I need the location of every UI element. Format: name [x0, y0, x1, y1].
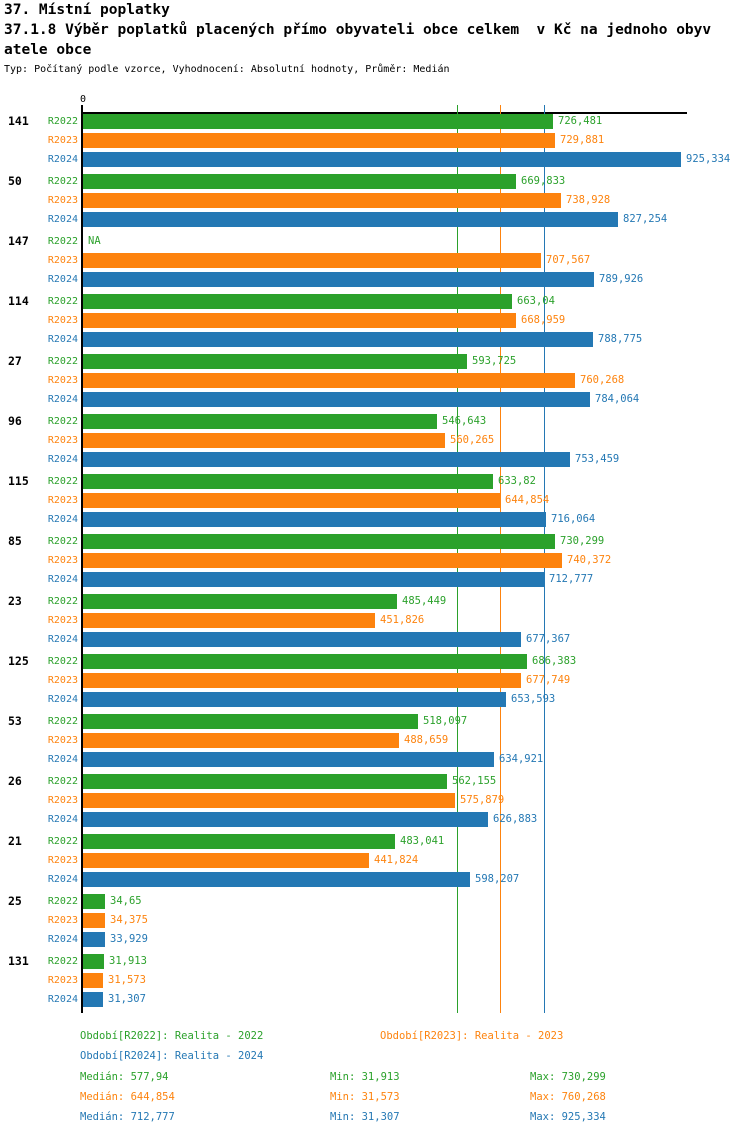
bar-value-label: 31,307 [108, 993, 146, 1005]
bar-r2022 [83, 534, 555, 549]
bar-row [0, 474, 750, 489]
chart-title-line1: 37.1.8 Výběr poplatků placených přímo obyvateli obce celkem v Kč na jednoho obyv [4, 22, 712, 38]
bar-r2023 [83, 253, 541, 268]
bar-value-label: 451,826 [380, 614, 425, 626]
series-label-r2024: R2024 [47, 214, 78, 225]
bar-value-label: 677,749 [526, 674, 571, 686]
group-category-label: 23 [8, 594, 22, 608]
series-label-r2024: R2024 [47, 514, 78, 525]
bar-row [0, 572, 750, 587]
series-label-r2022: R2022 [47, 176, 78, 187]
bar-row [0, 493, 750, 508]
bar-r2024 [83, 332, 593, 347]
series-label-r2023: R2023 [47, 435, 78, 446]
bar-r2023 [83, 673, 521, 688]
stat-min-r2023: Min: 31,573 [330, 1091, 400, 1103]
bar-value-label: 753,459 [575, 453, 620, 465]
stat-max-r2022: Max: 730,299 [530, 1071, 606, 1083]
bar-r2024 [83, 632, 521, 647]
series-label-r2022: R2022 [47, 296, 78, 307]
bar-value-label: 788,775 [598, 333, 643, 345]
series-label-r2023: R2023 [47, 135, 78, 146]
bar-r2022 [83, 894, 105, 909]
bar-row [0, 613, 750, 628]
stat-min-r2024: Min: 31,307 [330, 1111, 400, 1123]
bar-r2022 [83, 774, 447, 789]
series-label-r2022: R2022 [47, 716, 78, 727]
series-label-r2023: R2023 [47, 975, 78, 986]
bar-value-label: 669,833 [521, 175, 566, 187]
bar-row [0, 553, 750, 568]
bar-group [0, 354, 750, 414]
bar-value-label: 686,383 [532, 655, 577, 667]
group-category-label: 141 [8, 114, 29, 128]
series-label-r2024: R2024 [47, 334, 78, 345]
bar-r2024 [83, 392, 590, 407]
series-label-r2022: R2022 [47, 356, 78, 367]
bar-value-label: 598,207 [475, 873, 520, 885]
bar-group [0, 174, 750, 234]
bar-r2024 [83, 992, 103, 1007]
bar-row [0, 793, 750, 808]
bar-row [0, 752, 750, 767]
series-label-r2022: R2022 [47, 116, 78, 127]
bar-group [0, 234, 750, 294]
bar-row [0, 692, 750, 707]
legend-item-r2024: Období[R2024]: Realita - 2024 [80, 1050, 264, 1062]
bar-value-label: 925,334 [686, 153, 731, 165]
bar-value-label: 593,725 [472, 355, 517, 367]
bar-row [0, 354, 750, 369]
bar-row [0, 392, 750, 407]
bar-value-label: 633,82 [498, 475, 536, 487]
bar-row [0, 133, 750, 148]
group-category-label: 50 [8, 174, 22, 188]
bar-value-label: NA [88, 235, 101, 247]
series-label-r2023: R2023 [47, 915, 78, 926]
bar-row [0, 152, 750, 167]
bar-r2022 [83, 954, 104, 969]
bar-r2022 [83, 714, 418, 729]
series-label-r2023: R2023 [47, 555, 78, 566]
series-label-r2022: R2022 [47, 776, 78, 787]
bar-row [0, 774, 750, 789]
bar-row [0, 534, 750, 549]
chart-title-line2: atele obce [4, 42, 92, 58]
series-label-r2022: R2022 [47, 836, 78, 847]
bar-r2023 [83, 613, 375, 628]
series-label-r2024: R2024 [47, 574, 78, 585]
bar-row [0, 313, 750, 328]
bar-row [0, 272, 750, 287]
bar-r2024 [83, 272, 594, 287]
bar-group [0, 294, 750, 354]
series-label-r2022: R2022 [47, 236, 78, 247]
bar-row [0, 114, 750, 129]
series-label-r2023: R2023 [47, 315, 78, 326]
bar-value-label: 784,064 [595, 393, 640, 405]
series-label-r2024: R2024 [47, 994, 78, 1005]
group-category-label: 85 [8, 534, 22, 548]
bar-value-label: 738,928 [566, 194, 611, 206]
bar-value-label: 653,593 [511, 693, 556, 705]
bar-value-label: 729,881 [560, 134, 605, 146]
series-label-r2024: R2024 [47, 814, 78, 825]
bar-r2022 [83, 354, 467, 369]
group-category-label: 96 [8, 414, 22, 428]
bar-group [0, 534, 750, 594]
stat-median-r2022: Medián: 577,94 [80, 1071, 169, 1083]
bar-row [0, 212, 750, 227]
series-label-r2023: R2023 [47, 675, 78, 686]
series-label-r2022: R2022 [47, 656, 78, 667]
bar-value-label: 34,375 [110, 914, 148, 926]
bar-value-label: 712,777 [549, 573, 594, 585]
bar-value-label: 760,268 [580, 374, 625, 386]
bar-value-label: 716,064 [551, 513, 596, 525]
bar-r2024 [83, 572, 544, 587]
group-category-label: 125 [8, 654, 29, 668]
bar-value-label: 488,659 [404, 734, 449, 746]
bar-r2023 [83, 853, 369, 868]
legend-item-r2023: Období[R2023]: Realita - 2023 [380, 1030, 564, 1042]
bar-r2024 [83, 872, 470, 887]
group-category-label: 25 [8, 894, 22, 908]
bar-r2024 [83, 152, 681, 167]
series-label-r2024: R2024 [47, 394, 78, 405]
series-label-r2024: R2024 [47, 754, 78, 765]
legend-item-r2022: Období[R2022]: Realita - 2022 [80, 1030, 264, 1042]
bar-row [0, 414, 750, 429]
bar-r2023 [83, 313, 516, 328]
bar-r2023 [83, 193, 561, 208]
bar-value-label: 740,372 [567, 554, 612, 566]
bar-value-label: 33,929 [110, 933, 148, 945]
bar-row [0, 632, 750, 647]
stat-min-r2022: Min: 31,913 [330, 1071, 400, 1083]
bar-r2022 [83, 114, 553, 129]
bar-value-label: 726,481 [558, 115, 603, 127]
bar-value-label: 634,921 [499, 753, 544, 765]
bar-row [0, 174, 750, 189]
bar-value-label: 562,155 [452, 775, 497, 787]
series-label-r2023: R2023 [47, 615, 78, 626]
bar-value-label: 31,573 [108, 974, 146, 986]
bar-r2022 [83, 174, 516, 189]
bar-row [0, 373, 750, 388]
bar-value-label: 441,824 [374, 854, 419, 866]
bar-r2022 [83, 594, 397, 609]
bar-group [0, 594, 750, 654]
series-label-r2024: R2024 [47, 634, 78, 645]
bar-r2022 [83, 294, 512, 309]
bar-value-label: 677,367 [526, 633, 571, 645]
bar-value-label: 485,449 [402, 595, 447, 607]
bar-row [0, 872, 750, 887]
bar-row [0, 812, 750, 827]
bar-group [0, 474, 750, 534]
bar-group [0, 774, 750, 834]
bar-value-label: 34,65 [110, 895, 142, 907]
bar-r2023 [83, 133, 555, 148]
bar-r2022 [83, 654, 527, 669]
bar-row [0, 332, 750, 347]
series-label-r2023: R2023 [47, 795, 78, 806]
bar-group [0, 714, 750, 774]
stat-median-r2023: Medián: 644,854 [80, 1091, 175, 1103]
series-label-r2024: R2024 [47, 454, 78, 465]
bar-value-label: 518,097 [423, 715, 468, 727]
bar-r2023 [83, 733, 399, 748]
bar-row [0, 673, 750, 688]
bar-row [0, 433, 750, 448]
x-axis-origin-label: 0 [79, 94, 87, 105]
series-label-r2022: R2022 [47, 416, 78, 427]
series-label-r2023: R2023 [47, 375, 78, 386]
bar-row [0, 714, 750, 729]
bar-r2023 [83, 553, 562, 568]
bar-value-label: 789,926 [599, 273, 644, 285]
bar-value-label: 730,299 [560, 535, 605, 547]
stat-median-r2024: Medián: 712,777 [80, 1111, 175, 1123]
bar-group [0, 834, 750, 894]
bar-r2022 [83, 834, 395, 849]
bar-r2022 [83, 474, 493, 489]
stat-max-r2024: Max: 925,334 [530, 1111, 606, 1123]
series-label-r2022: R2022 [47, 536, 78, 547]
group-category-label: 21 [8, 834, 22, 848]
bar-group [0, 114, 750, 174]
bar-row [0, 894, 750, 909]
bar-r2024 [83, 752, 494, 767]
series-label-r2023: R2023 [47, 195, 78, 206]
series-label-r2024: R2024 [47, 694, 78, 705]
bar-value-label: 827,254 [623, 213, 668, 225]
bar-r2023 [83, 793, 455, 808]
bar-value-label: 626,883 [493, 813, 538, 825]
bar-row [0, 733, 750, 748]
bar-row [0, 594, 750, 609]
bar-value-label: 575,879 [460, 794, 505, 806]
bar-r2024 [83, 452, 570, 467]
bar-row [0, 512, 750, 527]
bar-value-label: 560,265 [450, 434, 495, 446]
series-label-r2022: R2022 [47, 596, 78, 607]
group-category-label: 147 [8, 234, 29, 248]
bar-group [0, 414, 750, 474]
series-label-r2023: R2023 [47, 255, 78, 266]
group-category-label: 115 [8, 474, 29, 488]
bar-r2024 [83, 512, 546, 527]
chart-meta-info: Typ: Počítaný podle vzorce, Vyhodnocení: Absolutní hodnoty, Průměr: Medián [4, 64, 450, 75]
series-label-r2023: R2023 [47, 495, 78, 506]
series-label-r2023: R2023 [47, 735, 78, 746]
bar-r2023 [83, 913, 105, 928]
series-label-r2024: R2024 [47, 874, 78, 885]
bar-r2024 [83, 212, 618, 227]
bar-value-label: 668,959 [521, 314, 566, 326]
series-label-r2023: R2023 [47, 855, 78, 866]
bar-r2024 [83, 692, 506, 707]
bar-value-label: 546,643 [442, 415, 487, 427]
bar-r2024 [83, 812, 488, 827]
series-label-r2022: R2022 [47, 956, 78, 967]
bar-row [0, 294, 750, 309]
bar-row [0, 973, 750, 988]
bar-group [0, 654, 750, 714]
series-label-r2022: R2022 [47, 476, 78, 487]
series-label-r2022: R2022 [47, 896, 78, 907]
bar-r2023 [83, 973, 103, 988]
bar-r2023 [83, 493, 500, 508]
bar-row [0, 954, 750, 969]
bar-row [0, 992, 750, 1007]
bar-value-label: 483,041 [400, 835, 445, 847]
bar-value-label: 707,567 [546, 254, 591, 266]
report-section-title: 37. Místní poplatky [4, 2, 170, 18]
bar-value-label: 663,04 [517, 295, 555, 307]
bar-row [0, 654, 750, 669]
group-category-label: 26 [8, 774, 22, 788]
bar-r2023 [83, 433, 445, 448]
bar-row [0, 452, 750, 467]
bar-row [0, 853, 750, 868]
bar-group [0, 954, 750, 1014]
bar-row [0, 932, 750, 947]
bar-row [0, 234, 750, 249]
group-category-label: 114 [8, 294, 29, 308]
bar-row [0, 834, 750, 849]
series-label-r2024: R2024 [47, 274, 78, 285]
group-category-label: 53 [8, 714, 22, 728]
bar-row [0, 913, 750, 928]
bar-r2023 [83, 373, 575, 388]
stat-max-r2023: Max: 760,268 [530, 1091, 606, 1103]
bar-r2024 [83, 932, 105, 947]
series-label-r2024: R2024 [47, 934, 78, 945]
bar-value-label: 31,913 [109, 955, 147, 967]
bar-group [0, 894, 750, 954]
bar-row [0, 253, 750, 268]
group-category-label: 27 [8, 354, 22, 368]
bar-value-label: 644,854 [505, 494, 550, 506]
bar-row [0, 193, 750, 208]
group-category-label: 131 [8, 954, 29, 968]
series-label-r2024: R2024 [47, 154, 78, 165]
bar-r2022 [83, 414, 437, 429]
